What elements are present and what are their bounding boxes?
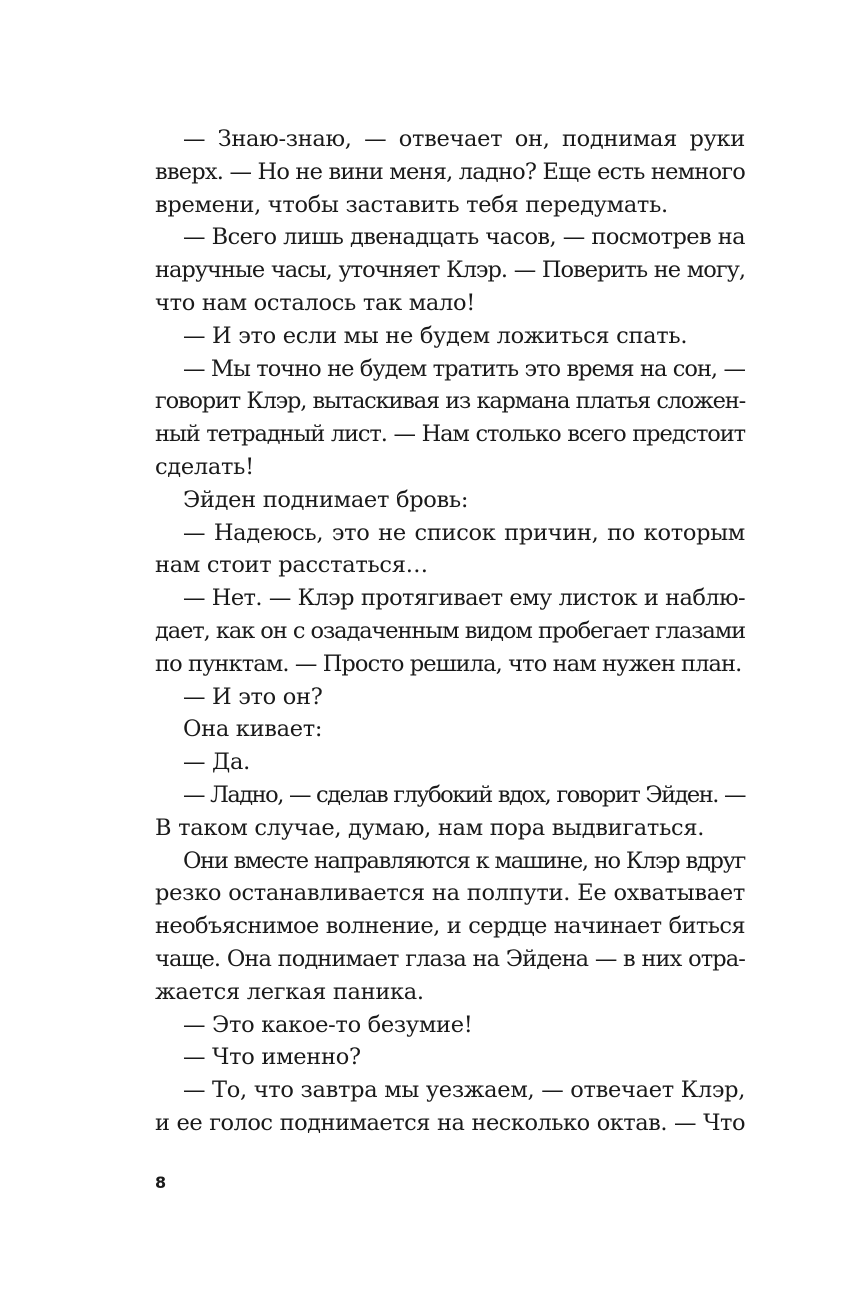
text-line: — Знаю-знаю, — отвечает он, поднимая руки xyxy=(183,126,745,152)
text-line: — То, что завтра мы уезжаем, — отвечает Клэр, xyxy=(183,1077,746,1104)
text-line: В таком случае, думаю, нам пора выдвигаться. xyxy=(155,814,705,841)
text-line: — Это какое-то безумие! xyxy=(183,1011,473,1038)
text-line: — И это он? xyxy=(183,683,323,710)
page-number: 8 xyxy=(155,1173,167,1192)
text-line: сделать! xyxy=(155,453,254,480)
text-line: — Нет. — Клэр протягивает ему листок и наблю- xyxy=(183,585,745,612)
text-line: что нам осталось так мало! xyxy=(155,289,476,316)
text-line: — Всего лишь двенадцать часов, — посмотрев на xyxy=(183,224,745,251)
text-line: и ее голос поднимается на несколько октав. — Что xyxy=(155,1109,745,1136)
text-line: Они вместе направляются к машине, но Клэр вдруг xyxy=(183,847,745,874)
text-line: — Что именно? xyxy=(183,1044,361,1071)
text-line: — Да. xyxy=(183,749,251,776)
text-line: времени, чтобы заставить тебя передумать. xyxy=(155,191,668,218)
text-line: необъяснимое волнение, и сердце начинает биться xyxy=(155,913,745,940)
text-line: — И это если мы не будем ложиться спать. xyxy=(183,322,688,349)
text-line: жается легкая паника. xyxy=(155,978,424,1005)
text-line: резко останавливается на полпути. Ее охватывает xyxy=(155,880,745,907)
text-line: — Мы точно не будем тратить это время на сон, — xyxy=(183,355,745,382)
text-line: — Надеюсь, это не список причин, по которым xyxy=(183,519,745,546)
text-line: нам стоит расстаться… xyxy=(155,552,428,579)
body-text xyxy=(155,123,745,1140)
text-line: дает, как он с озадаченным видом пробегает глазами xyxy=(155,617,745,644)
text-line: ный тетрадный лист. — Нам столько всего предстоит xyxy=(155,421,745,448)
text-line: по пунктам. — Просто решила, что нам нужен план. xyxy=(155,650,742,677)
text-line: говорит Клэр, вытаскивая из кармана платья сложен- xyxy=(155,388,745,415)
text-line: наручные часы, уточняет Клэр. — Поверить не могу, xyxy=(155,257,745,284)
text-line: Она кивает: xyxy=(183,716,323,743)
text-line: Эйден поднимает бровь: xyxy=(183,486,469,513)
text-line: — Ладно, — сделав глубокий вдох, говорит Эйден. — xyxy=(183,781,745,808)
text-line: вверх. — Но не вини меня, ладно? Еще есть немного xyxy=(155,158,745,185)
text-line: чаще. Она поднимает глаза на Эйдена — в них отра- xyxy=(155,945,745,972)
